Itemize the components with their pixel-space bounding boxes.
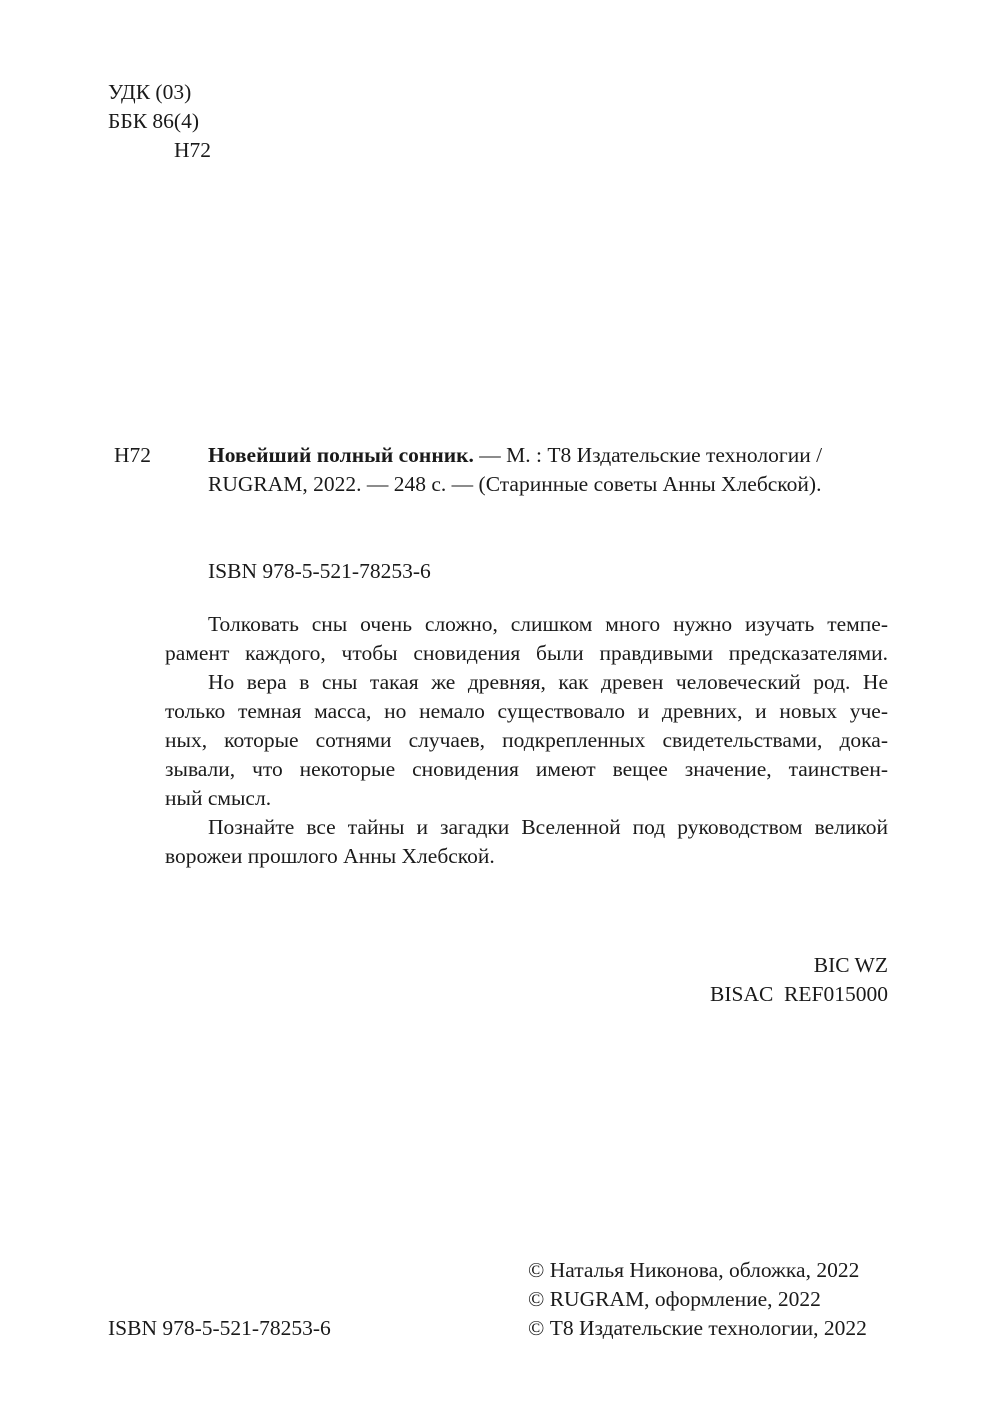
bibliographic-record	[208, 441, 888, 499]
annotation-line: только темная масса, но немало существовало и древних, и новых уче-	[165, 699, 888, 723]
annotation-line: Познайте все тайны и загадки Вселенной под руководством великой	[208, 815, 888, 839]
book-title: Новейший полный сонник.	[208, 443, 474, 467]
annotation	[165, 610, 888, 871]
udk-code: УДК (03)	[108, 80, 192, 104]
author-mark: Н72	[174, 138, 212, 162]
annotation-line: ных, которые сотнями случаев, подкрепленных свидетельствами, дока-	[165, 728, 888, 752]
bbk-code: ББК 86(4)	[108, 109, 199, 133]
bic-code: BIC WZ	[813, 953, 888, 977]
annotation-line: зывали, что некоторые сновидения имеют вещее значение, таинствен-	[165, 757, 888, 781]
isbn-record: ISBN 978-5-521-78253-6	[208, 559, 431, 583]
copyright-line: © Т8 Издательские технологии, 2022	[528, 1316, 867, 1340]
publisher-info: — М. : Т8 Издательские технологии /	[473, 443, 823, 467]
copyright-block	[528, 1256, 867, 1343]
subject-codes	[710, 951, 888, 1009]
classification-block	[108, 78, 211, 165]
copyright-line: © RUGRAM, оформление, 2022	[528, 1287, 821, 1311]
annotation-line: Но вера в сны такая же древняя, как древен человеческий род. Не	[208, 670, 888, 694]
bibliography-line-1	[208, 441, 888, 470]
annotation-line: Толковать сны очень сложно, слишком много нужно изучать темпе-	[208, 612, 888, 636]
annotation-line: рамент каждого, чтобы сновидения были правдивыми предсказателями.	[165, 641, 888, 665]
annotation-line: ворожеи прошлого Анны Хлебской.	[165, 844, 495, 868]
bibliography-author-mark: Н72	[114, 443, 152, 467]
annotation-line: ный смысл.	[165, 786, 272, 810]
bibliography-line-2: RUGRAM, 2022. — 248 с. — (Старинные советы Анны Хлебской).	[208, 472, 822, 496]
isbn-bottom: ISBN 978-5-521-78253-6	[108, 1316, 331, 1340]
copyright-line: © Наталья Никонова, обложка, 2022	[528, 1258, 860, 1282]
bisac-code: BISAC REF015000	[709, 982, 888, 1006]
